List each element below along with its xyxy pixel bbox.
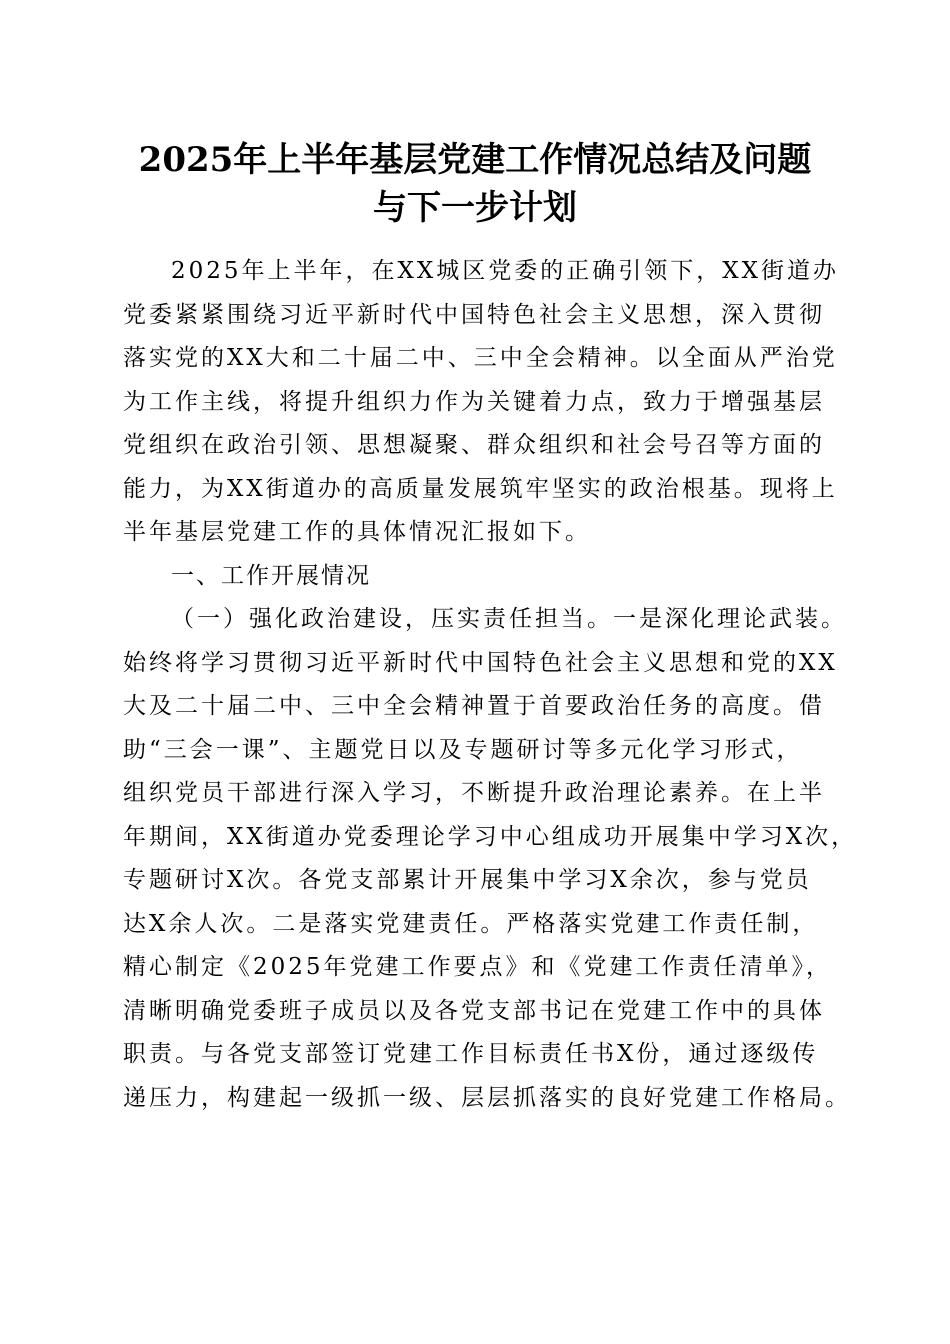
body-line: 能力，为XX街道办的高质量发展筑牢坚实的政治根基。现将上 [123,475,838,502]
body-line: 年期间，XX街道办党委理论学习中心组成功开展集中学习X次， [123,823,858,850]
document-title-line-2: 与下一步计划 [373,188,577,228]
document-body [123,250,858,1120]
body-line: 组织党员干部进行深入学习，不断提升政治理论素养。在上半 [123,780,825,806]
body-line: 达X余人次。二是落实党建责任。严格落实党建工作责任制， [123,910,819,937]
body-line: 为工作主线，将提升组织力作为关键着力点，致力于增强基层 [123,388,825,415]
body-line: （一）强化政治建设，压实责任担当。一是深化理论武装。 [171,606,847,632]
body-line: 党委紧紧围绕习近平新时代中国特色社会主义思想，深入贯彻 [123,301,825,328]
document-title-line-1: 2025年上半年基层党建工作情况总结及问题 [138,140,812,180]
body-line: 大及二十届二中、三中全会精神置于首要政治任务的高度。借 [123,693,825,719]
body-line: 助“三会一课”、主题党日以及专题研讨等多元化学习形式， [123,736,803,763]
body-line: 清晰明确党委班子成员以及各党支部书记在党建工作中的具体 [123,997,825,1024]
body-line: 落实党的XX大和二十届二中、三中全会精神。以全面从严治党 [123,345,838,371]
body-line: 党组织在政治引领、思想凝聚、群众组织和社会号召等方面的 [123,432,825,458]
body-line: 2025年上半年，在XX城区党委的正确引领下，XX街道办 [171,258,840,284]
body-line: 半年基层党建工作的具体情况汇报如下。 [123,519,591,545]
body-line: 职责。与各党支部签订党建工作目标责任书X份，通过逐级传 [123,1041,819,1067]
body-line: 递压力，构建起一级抓一级、层层抓落实的良好党建工作格局。 [123,1084,851,1111]
body-line: 始终将学习贯彻习近平新时代中国特色社会主义思想和党的XX [123,649,838,676]
body-line: 精心制定《2025年党建工作要点》和《党建工作责任清单》， [123,954,833,980]
body-line: 专题研讨X次。各党支部累计开展集中学习X余次，参与党员 [123,867,812,893]
section-heading: 一、工作开展情况 [171,562,371,589]
